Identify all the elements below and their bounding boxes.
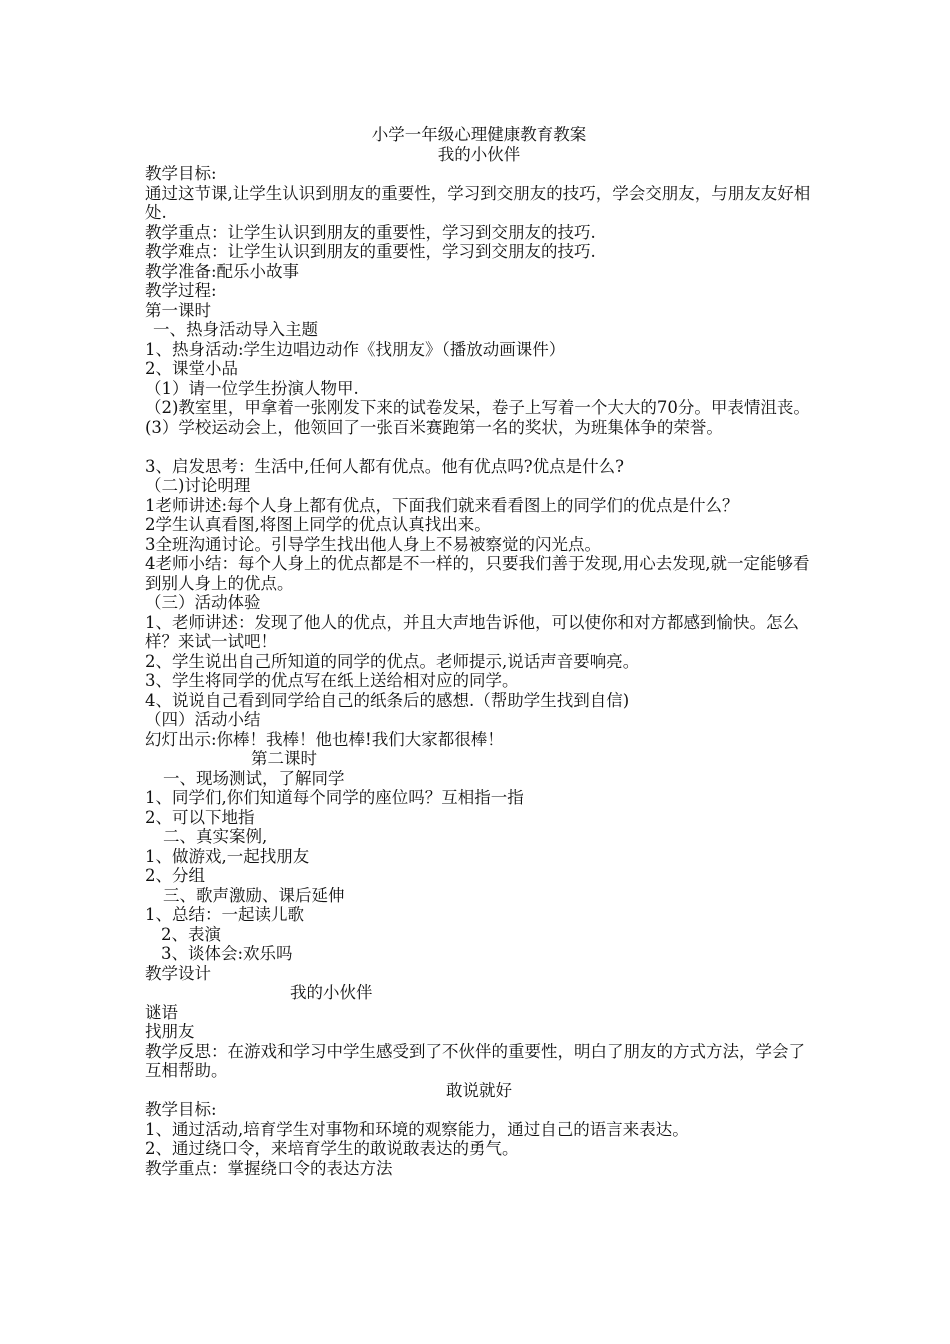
document-subtitle: 我的小伙伴 xyxy=(437,144,521,164)
text-line: 谜语 xyxy=(145,1002,178,1022)
section-title: 敢说就好 xyxy=(446,1080,512,1100)
text-line: （2)教室里，甲拿着一张刚发下来的试卷发呆，卷子上写着一个大大的70分。甲表情沮丧。 xyxy=(145,398,810,417)
section-heading: 一、现场测试，了解同学 xyxy=(163,768,345,788)
text-line: 教学目标: xyxy=(145,164,217,183)
text-line: 1、老师讲述：发现了他人的优点，并且大声地告诉他，可以使你和对方都感到愉快。怎么样？来试一试吧！ xyxy=(145,612,799,651)
text-line: 2、可以下地指 xyxy=(145,807,255,827)
text-line: 幻灯出示:你棒！我棒！他也棒!我们大家都很棒！ xyxy=(145,729,504,749)
text-line: （1）请一位学生扮演人物甲. xyxy=(145,378,359,398)
text-line: 4、说说自己看到同学给自己的纸条后的感想.（帮助学生找到自信) xyxy=(145,690,630,710)
section-heading: （三）活动体验 xyxy=(145,593,261,612)
text-line: 2、表演 xyxy=(161,924,221,944)
text-line: 1老师讲述:每个人身上都有优点，下面我们就来看看图上的同学们的优点是什么？ xyxy=(145,495,739,515)
text-line: 1、通过活动,培育学生对事物和环境的观察能力，通过自己的语言来表达。 xyxy=(145,1119,689,1139)
section-heading: 三、歌声激励、课后延伸 xyxy=(163,885,345,905)
text-line: 3、学生将同学的优点写在纸上送给相对应的同学。 xyxy=(145,671,519,690)
text-line: 教学难点：让学生认识到朋友的重要性，学习到交朋友的技巧. xyxy=(145,242,596,261)
text-line: 通过这节课,让学生认识到朋友的重要性，学习到交朋友的技巧，学会交朋友，与朋友友好相处. xyxy=(145,183,811,222)
section-heading: 第一课时 xyxy=(145,300,211,320)
text-line: 找朋友 xyxy=(145,1022,195,1041)
section-heading: 我的小伙伴 xyxy=(290,983,373,1002)
section-heading: 第二课时 xyxy=(251,749,317,768)
text-line: 3、启发思考：生活中,任何人都有优点。他有优点吗?优点是什么? xyxy=(145,456,624,476)
text-line: 3全班沟通讨论。引导学生找出他人身上不易被察觉的闪光点。 xyxy=(145,534,601,554)
document-body xyxy=(145,125,813,1178)
blank-line xyxy=(145,437,813,457)
section-heading: （四）活动小结 xyxy=(145,710,261,729)
section-heading: 一、热身活动导入主题 xyxy=(153,320,318,339)
text-line: 教学目标: xyxy=(145,1100,217,1119)
text-line: 教学准备:配乐小故事 xyxy=(145,261,300,281)
text-line: 1、同学们,你们知道每个同学的座位吗？互相指一指 xyxy=(145,788,524,807)
section-heading: 二、真实案例, xyxy=(163,827,268,846)
text-line: 1、做游戏,一起找朋友 xyxy=(145,846,310,866)
text-line: 教学设计 xyxy=(145,963,211,983)
section-heading: （二)讨论明理 xyxy=(145,476,251,495)
text-line: 教学重点：让学生认识到朋友的重要性，学习到交朋友的技巧. xyxy=(145,222,596,242)
text-line: (3）学校运动会上，他领回了一张百米赛跑第一名的奖状，为班集体争的荣誉。 xyxy=(145,417,723,437)
text-line: 1、热身活动:学生边唱边动作《找朋友》（播放动画课件） xyxy=(145,339,566,359)
text-line: 2、分组 xyxy=(145,866,205,885)
text-line: 教学重点：掌握绕口令的表达方法 xyxy=(145,1158,393,1178)
text-line: 3、谈体会:欢乐吗 xyxy=(161,944,293,963)
text-line: 2、通过绕口令，来培育学生的敢说敢表达的勇气。 xyxy=(145,1139,519,1158)
text-line: 2、课堂小品 xyxy=(145,359,238,378)
text-line: 2、学生说出自己所知道的同学的优点。老师提示,说话声音要响亮。 xyxy=(145,651,640,671)
text-line: 2学生认真看图,将图上同学的优点认真找出来。 xyxy=(145,515,491,534)
text-line: 教学反思：在游戏和学习中学生感受到了不伙伴的重要性，明白了朋友的方式方法，学会了互相帮助。 xyxy=(145,1041,805,1080)
text-line: 1、总结：一起读儿歌 xyxy=(145,905,304,924)
document-title: 小学一年级心理健康教育教案 xyxy=(371,125,587,144)
text-line: 教学过程: xyxy=(145,281,217,300)
text-line: 4老师小结：每个人身上的优点都是不一样的，只要我们善于发现,用心去发现,就一定能够看到别人身上的优点。 xyxy=(145,554,810,593)
